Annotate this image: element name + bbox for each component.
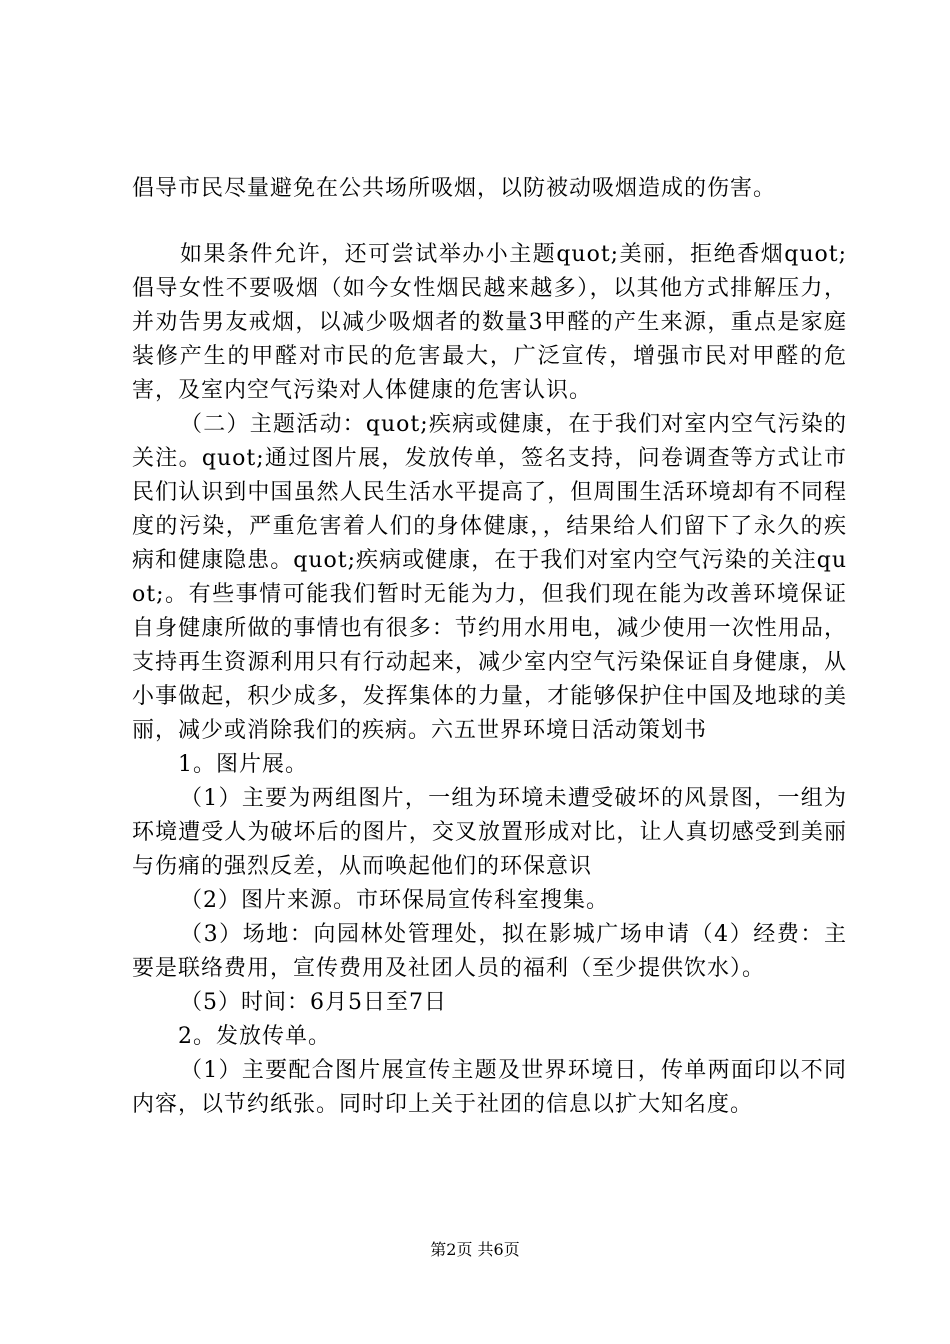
paragraph-leaflet-details: （1）主要配合图片展宣传主题及世界环境日，传单两面印以不同内容，以节约纸张。同时印上关于社团的信息以扩大知名度。 xyxy=(132,1058,847,1117)
document-body xyxy=(132,172,847,1122)
paragraph-spacer xyxy=(132,206,847,238)
heading-leaflets: 2。发放传单。 xyxy=(178,1024,331,1049)
heading-photo-exhibition: 1。图片展。 xyxy=(178,752,308,777)
paragraph-photo-source: （2）图片来源。市环保局宣传科室搜集。 xyxy=(180,888,609,913)
page-number-footer: 第2页 共6页 xyxy=(430,1240,520,1259)
paragraph-intro-line: 倡导市民尽量避免在公共场所吸烟，以防被动吸烟造成的伤害。 xyxy=(132,176,777,201)
paragraph-theme-activity: （二）主题活动：quot;疾病或健康，在于我们对室内空气污染的关注。quot;通过图片展，发放传单，签名支持，问卷调查等方式让市民们认识到中国虽然人民生活水平提高了，但周围生活环境却有不同程度的污染，严重危害着人们的身体健康，，结果给人们留下了永久的疾病和健康隐患。quot;疾病或健康，在于我们对室内空气污染的关注quot;。有些事情可能我们暂时无能为力，但我们现在能为改善环境保证自身健康所做的事情也有很多：节约用水用电，减少使用一次性用品，支持再生资源利用只有行动起来，减少室内空气污染保证自身健康，从小事做起，积少成多，发挥集体的力量，才能够保护住中国及地球的美丽，减少或消除我们的疾病。六五世界环境日活动策划书 xyxy=(132,412,847,743)
paragraph-photo-groups: （1）主要为两组图片，一组为环境未遭受破坏的风景图，一组为环境遭受人为破坏后的图片，交叉放置形成对比，让人真切感受到美丽与伤痛的强烈反差，从而唤起他们的环保意识 xyxy=(132,786,847,879)
paragraph-venue-budget: （3）场地：向园林处管理处，拟在影城广场申请（4）经费：主要是联络费用，宣传费用及社团人员的福利（至少提供饮水）。 xyxy=(132,922,847,981)
paragraph-beauty-no-smoking: 如果条件允许，还可尝试举办小主题quot;美丽，拒绝香烟quot;倡导女性不要吸烟（如今女性烟民越来越多），以其他方式排解压力，并劝告男友戒烟，以减少吸烟者的数量3甲醛的产生来源，重点是家庭装修产生的甲醛对市民的危害最大，广泛宣传，增强市民对甲醛的危害，及室内空气污染对人体健康的危害认识。 xyxy=(132,242,847,403)
paragraph-time: （5）时间：6月5日至7日 xyxy=(180,990,447,1015)
